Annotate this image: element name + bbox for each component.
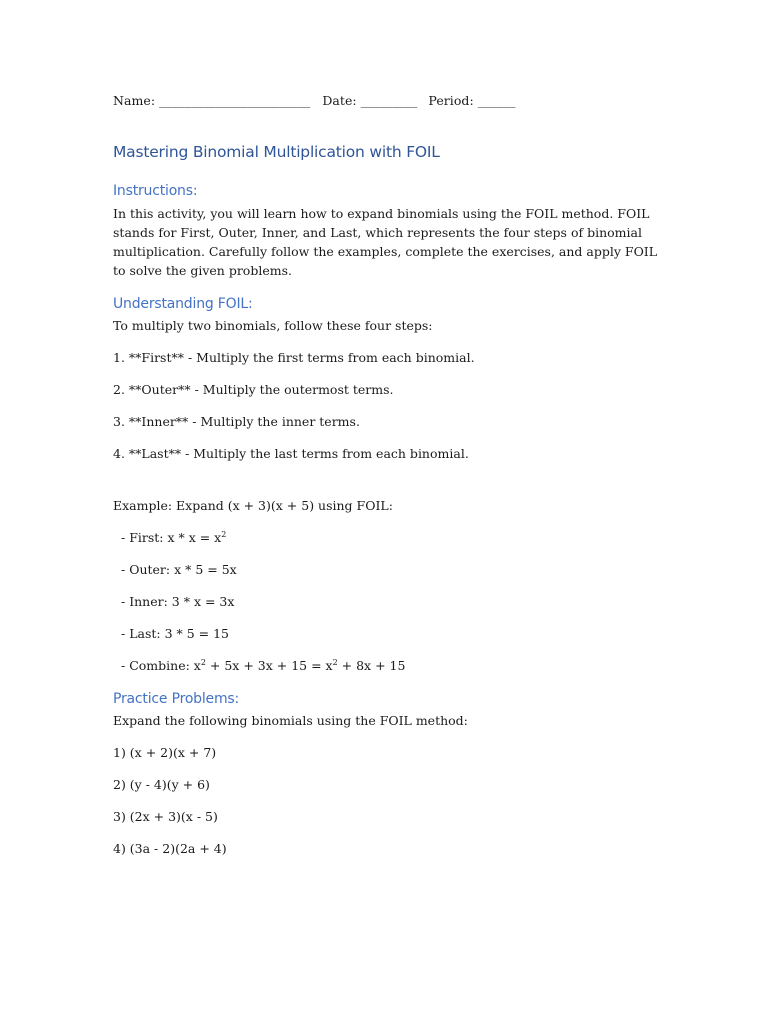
date-field: Date: _________: [322, 93, 418, 108]
example-intro: Example: Expand (x + 3)(x + 5) using FOIL:: [113, 498, 393, 513]
example-inner: - Inner: 3 * x = 3x: [121, 594, 235, 609]
problem-3: 3) (2x + 3)(x - 5): [113, 809, 218, 824]
instructions-heading: Instructions:: [113, 183, 198, 199]
practice-intro: Expand the following binomials using the FOIL method:: [113, 713, 468, 728]
worksheet-title: Mastering Binomial Multiplication with FOIL: [113, 143, 440, 161]
period-field: Period: ______: [428, 93, 516, 108]
header-fields: [113, 93, 516, 108]
step-last: 4. **Last** - Multiply the last terms from each binomial.: [113, 446, 469, 461]
practice-heading: Practice Problems:: [113, 691, 240, 707]
problem-1: 1) (x + 2)(x + 7): [113, 745, 217, 760]
example-outer: - Outer: x * 5 = 5x: [121, 562, 237, 577]
problem-4: 4) (3a - 2)(2a + 4): [113, 841, 227, 856]
understanding-intro: To multiply two binomials, follow these four steps:: [113, 318, 433, 333]
name-field: Name: ________________________: [113, 93, 311, 108]
step-inner: 3. **Inner** - Multiply the inner terms.: [113, 414, 360, 429]
example-last: - Last: 3 * 5 = 15: [121, 626, 230, 641]
understanding-heading: Understanding FOIL:: [113, 296, 253, 312]
step-first: 1. **First** - Multiply the first terms from each binomial.: [113, 350, 475, 365]
example-first: - First: $x * x = x^2$: [121, 530, 227, 545]
example-combine: - Combine: $x^2 + 5x + 3x + 15 = x^2 + 8x + 15$: [121, 658, 406, 673]
instructions-text: In this activity, you will learn how to expand binomials using the FOIL method. FOIL stands for First, Outer, Inner, and Last, which represents the four steps of binomial multiplication. Carefully follow the examples, complete the exercises, and apply FOIL to solve the given problems.: [113, 206, 658, 278]
problem-2: 2) (y - 4)(y + 6): [113, 777, 210, 792]
step-outer: 2. **Outer** - Multiply the outermost terms.: [113, 382, 394, 397]
